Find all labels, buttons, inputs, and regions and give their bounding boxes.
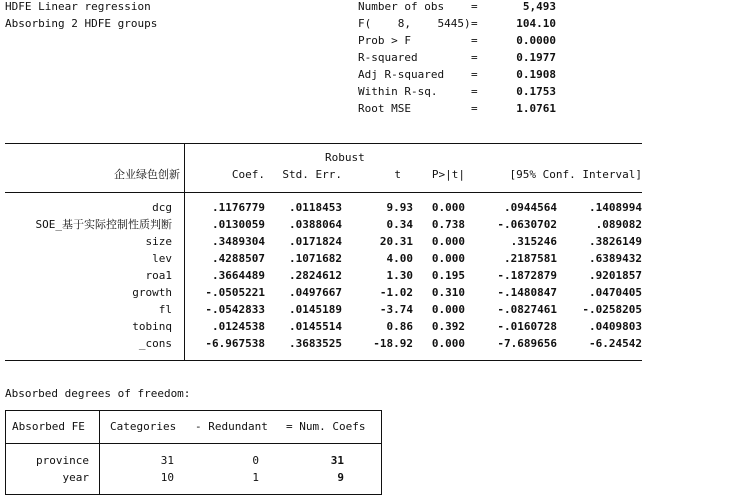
col-se-header: Std. Err. [282, 168, 342, 181]
cell-t: 20.31 [379, 235, 413, 248]
absorbed-divider [99, 410, 100, 495]
stat-equals: = [471, 68, 478, 81]
table-header-rule [5, 192, 642, 193]
stat-equals: = [471, 85, 478, 98]
cell-p: 0.000 [431, 235, 465, 248]
row-variable: fl [158, 303, 172, 316]
cell-ci-high: .0470405 [589, 286, 642, 299]
stat-label: Root MSE [358, 102, 411, 115]
stat-label: R-squared [358, 51, 418, 64]
cell-se: .0145189 [289, 303, 342, 316]
cell-ci-high: -6.24542 [589, 337, 642, 350]
cell-p: 0.000 [431, 303, 465, 316]
stat-label: Adj R-squared [358, 68, 445, 81]
cell-p: 0.000 [431, 201, 465, 214]
cell-se: .3683525 [289, 337, 342, 350]
row-variable: tobinq [132, 320, 172, 333]
cell-t: 9.93 [386, 201, 413, 214]
abs-cell-fe: province [36, 454, 89, 467]
row-variable: roa1 [145, 269, 172, 282]
stat-label: Prob > F [358, 34, 411, 47]
cell-coef: -.0542833 [205, 303, 265, 316]
stat-value: 0.1908 [516, 68, 556, 81]
cell-coef: .3489304 [212, 235, 265, 248]
stat-equals: = [471, 17, 478, 30]
cell-ci-high: .089082 [595, 218, 642, 231]
cell-t: 0.86 [386, 320, 413, 333]
abs-cell-cat: 10 [160, 471, 174, 484]
cell-se: .1071682 [289, 252, 342, 265]
stat-value: 0.1977 [516, 51, 556, 64]
cell-coef: .0130059 [212, 218, 265, 231]
stat-equals: = [471, 51, 478, 64]
cell-se: .0145514 [289, 320, 342, 333]
cell-ci-high: .6389432 [589, 252, 642, 265]
cell-se: .2824612 [289, 269, 342, 282]
cell-ci-high: .0409803 [589, 320, 642, 333]
absorbed-bottom-rule [5, 494, 382, 495]
cell-t: -1.02 [379, 286, 413, 299]
regression-subtitle: Absorbing 2 HDFE groups [5, 17, 158, 30]
abs-col-num-header: = Num. Coefs [286, 420, 366, 433]
cell-ci-high: .1408994 [589, 201, 642, 214]
robust-label: Robust [325, 151, 365, 164]
cell-ci-low: .2187581 [504, 252, 557, 265]
cell-p: 0.738 [431, 218, 465, 231]
stat-equals: = [471, 0, 478, 13]
cell-ci-high: -.0258205 [582, 303, 642, 316]
cell-p: 0.195 [431, 269, 465, 282]
row-variable: _cons [138, 337, 172, 350]
abs-col-cat-header: Categories [110, 420, 177, 433]
stat-value: 104.10 [516, 17, 556, 30]
cell-coef: .1176779 [212, 201, 265, 214]
regression-title: HDFE Linear regression [5, 0, 151, 13]
cell-ci-low: -.0160728 [497, 320, 557, 333]
cell-t: 1.30 [386, 269, 413, 282]
stat-value: 1.0761 [516, 102, 556, 115]
cell-coef: .3664489 [212, 269, 265, 282]
col-p-header: P>|t| [431, 168, 465, 181]
cell-p: 0.392 [431, 320, 465, 333]
stat-value: 0.1753 [516, 85, 556, 98]
cell-t: -18.92 [373, 337, 413, 350]
abs-cell-red: 1 [252, 471, 259, 484]
stat-label: F( 8, 5445) [358, 17, 471, 30]
cell-t: -3.74 [379, 303, 413, 316]
abs-col-fe-header: Absorbed FE [12, 420, 85, 433]
depvar-label: 企业绿色创新 [114, 168, 180, 181]
cell-p: 0.310 [431, 286, 465, 299]
row-variable: SOE_基于实际控制性质判断 [35, 218, 172, 231]
cell-coef: .4288507 [212, 252, 265, 265]
stat-label: Within R-sq. [358, 85, 438, 98]
cell-coef: .0124538 [212, 320, 265, 333]
cell-ci-high: .3826149 [589, 235, 642, 248]
table-column-divider [184, 143, 185, 361]
abs-cell-fe: year [62, 471, 89, 484]
cell-ci-low: -.0630702 [497, 218, 557, 231]
absorbed-top-rule [5, 410, 382, 411]
cell-ci-low: .315246 [510, 235, 557, 248]
cell-se: .0497667 [289, 286, 342, 299]
abs-cell-num: 9 [337, 471, 344, 484]
row-variable: size [145, 235, 172, 248]
cell-ci-low: -.1872879 [497, 269, 557, 282]
absorbed-right-border [381, 410, 382, 495]
cell-ci-high: .9201857 [589, 269, 642, 282]
row-variable: lev [152, 252, 172, 265]
cell-p: 0.000 [431, 337, 465, 350]
cell-ci-low: .0944564 [504, 201, 557, 214]
abs-col-red-header: - Redundant [195, 420, 268, 433]
stat-value: 0.0000 [516, 34, 556, 47]
col-ci-header: [95% Conf. Interval] [509, 168, 642, 181]
abs-cell-cat: 31 [160, 454, 174, 467]
cell-p: 0.000 [431, 252, 465, 265]
cell-t: 0.34 [386, 218, 413, 231]
cell-se: .0388064 [289, 218, 342, 231]
abs-cell-red: 0 [252, 454, 259, 467]
col-t-header: t [394, 168, 401, 181]
cell-coef: -6.967538 [205, 337, 265, 350]
stat-label: Number of obs [358, 0, 445, 13]
stat-value: 5,493 [522, 0, 556, 13]
stat-equals: = [471, 102, 478, 115]
row-variable: growth [132, 286, 172, 299]
absorbed-left-border [5, 410, 6, 495]
row-variable: dcg [152, 201, 172, 214]
stat-equals: = [471, 34, 478, 47]
cell-coef: -.0505221 [205, 286, 265, 299]
cell-se: .0171824 [289, 235, 342, 248]
col-coef-header: Coef. [231, 168, 265, 181]
cell-ci-low: -.1480847 [497, 286, 557, 299]
abs-cell-num: 31 [330, 454, 344, 467]
cell-se: .0118453 [289, 201, 342, 214]
table-top-rule [5, 143, 642, 144]
cell-ci-low: -.0827461 [497, 303, 557, 316]
cell-t: 4.00 [386, 252, 413, 265]
absorbed-header-rule [5, 443, 382, 444]
cell-ci-low: -7.689656 [497, 337, 557, 350]
table-bottom-rule [5, 360, 642, 361]
absorbed-title: Absorbed degrees of freedom: [5, 387, 191, 400]
